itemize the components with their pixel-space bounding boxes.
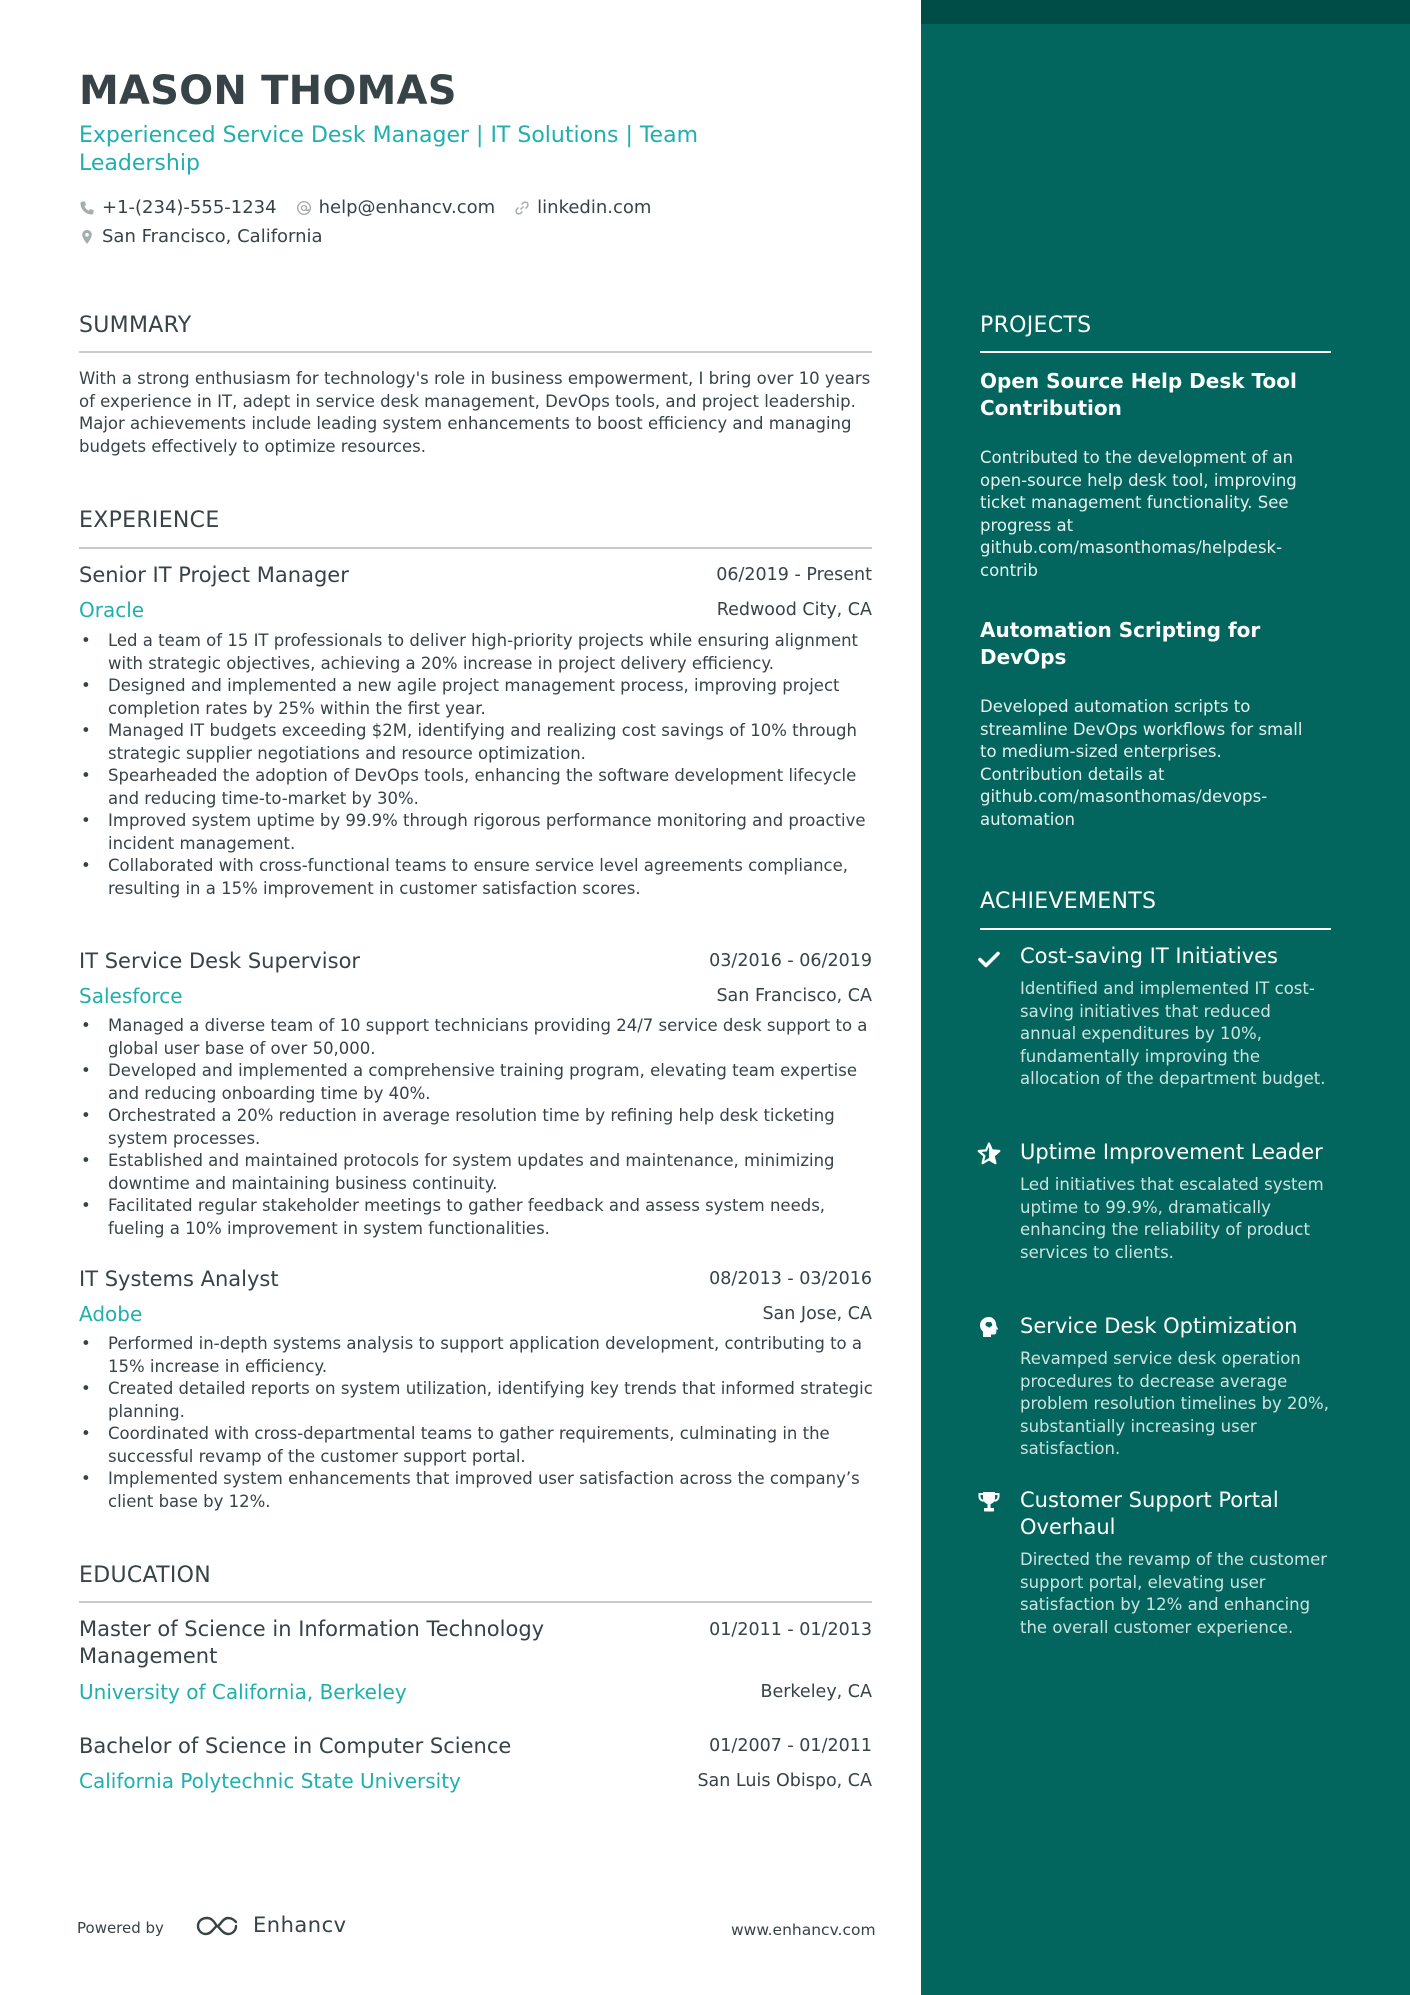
summary-text: With a strong enthusiasm for technology's role in business empowerment, I bring over 10 years of experience in IT, adept in service desk management, DevOps tools, and project leadership. Major achievements include leading system enhancements to boost efficiency and managing budgets effectively to optimize resources.: [79, 369, 871, 456]
bullet-item: • Spearheaded the adoption of DevOps tools, enhancing the software development lifecycle and reducing time-to-market by 30%.: [79, 765, 875, 810]
bullet-item: • Designed and implemented a new agile project management process, improving project completion rates by 25% within the first year.: [79, 675, 875, 720]
degree-title: Bachelor of Science in Computer Science: [79, 1734, 512, 1758]
achievement-title: Cost-saving IT Initiatives: [1020, 944, 1278, 968]
job-location: San Francisco, CA: [716, 986, 872, 1006]
job-title: IT Service Desk Supervisor: [79, 949, 361, 973]
star-icon: [976, 1141, 1002, 1167]
achievement-description: Identified and implemented IT cost-saving initiatives that reduced annual expenditures by 10%, fundamentally improving the allocation of the department budget.: [1020, 979, 1326, 1088]
location-pin-icon: [79, 229, 95, 245]
degree-dates: 01/2007 - 01/2011: [709, 1736, 872, 1756]
achievement-description: Led initiatives that escalated system uptime to 99.9%, dramatically enhancing the reliability of product services to clients.: [1020, 1175, 1324, 1262]
achievement-description: Directed the revamp of the customer support portal, elevating user satisfaction by 12% and enhancing the overall customer experience.: [1020, 1550, 1328, 1637]
achievement-title: Uptime Improvement Leader: [1020, 1140, 1323, 1164]
contact-phone: [79, 197, 277, 218]
school-location: San Luis Obispo, CA: [697, 1771, 872, 1791]
checkmark-icon: [976, 946, 1002, 972]
at-icon: [296, 200, 312, 216]
project-title: Open Source Help Desk Tool Contribution: [980, 369, 1297, 420]
trophy-icon: [976, 1489, 1002, 1515]
achievement-title: Service Desk Optimization: [1020, 1314, 1298, 1338]
bullet-item: • Improved system uptime by 99.9% through rigorous performance monitoring and proactive incident management.: [79, 810, 875, 855]
job-dates: 03/2016 - 06/2019: [709, 951, 872, 971]
bullet-item: • Orchestrated a 20% reduction in average resolution time by refining help desk ticketing system processes.: [79, 1105, 875, 1150]
bullet-item: • Established and maintained protocols for system updates and maintenance, minimizing downtime and maintaining business continuity.: [79, 1150, 875, 1195]
brain-icon: [976, 1314, 1002, 1340]
candidate-name: MASON THOMAS: [79, 68, 457, 114]
job-location: Redwood City, CA: [716, 600, 872, 620]
school-location: Berkeley, CA: [760, 1682, 872, 1702]
summary-divider: [79, 351, 872, 353]
projects-heading: PROJECTS: [980, 313, 1092, 338]
degree-title: Master of Science in Information Technology Management: [79, 1617, 545, 1668]
job-location: San Jose, CA: [762, 1304, 872, 1324]
contact-location: [79, 226, 323, 247]
project-description: Contributed to the development of an open-source help desk tool, improving ticket management functionality. See progress at github.com/masonthomas/helpdesk-contrib: [980, 448, 1297, 580]
contact-email[interactable]: [296, 197, 496, 218]
bullet-item: • Led a team of 15 IT professionals to deliver high-priority projects while ensuring alignment with strategic objectives, achieving a 20% increase in project delivery efficiency.: [79, 630, 875, 675]
bullet-item: • Created detailed reports on system utilization, identifying key trends that informed strategic planning.: [79, 1378, 875, 1423]
achievement-title: Customer Support Portal Overhaul: [1020, 1488, 1279, 1539]
contact-website[interactable]: [514, 197, 651, 218]
achievement-description: Revamped service desk operation procedures to decrease average problem resolution timelines by 20%, substantially increasing user satisfaction.: [1020, 1349, 1329, 1458]
school-name: California Polytechnic State University: [79, 1769, 461, 1793]
job-title: Senior IT Project Manager: [79, 563, 349, 587]
bullet-item: • Managed a diverse team of 10 support technicians providing 24/7 service desk support to a global user base of over 50,000.: [79, 1015, 875, 1060]
experience-heading: EXPERIENCE: [79, 508, 220, 533]
phone-icon: [79, 200, 95, 216]
job-dates: 06/2019 - Present: [716, 565, 872, 585]
bullet-item: • Coordinated with cross-departmental teams to gather requirements, culminating in the successful revamp of the customer support portal.: [79, 1423, 875, 1468]
education-divider: [79, 1601, 872, 1603]
project-description: Developed automation scripts to streamline DevOps workflows for small to medium-sized enterprises. Contribution details at github.com/masonthomas/devops-automation: [980, 697, 1303, 829]
phone-text: +1-(234)-555-1234: [102, 197, 277, 218]
headline: Experienced Service Desk Manager | IT Solutions | Team Leadership: [79, 123, 698, 176]
achievements-heading: ACHIEVEMENTS: [980, 889, 1157, 914]
website-text: linkedin.com: [537, 197, 652, 218]
powered-by-label: Powered by: [77, 1919, 164, 1937]
job-company: Adobe: [79, 1302, 143, 1326]
project-title: Automation Scripting for DevOps: [980, 618, 1261, 669]
contact-row: [79, 197, 670, 218]
bullet-item: • Developed and implemented a comprehensive training program, elevating team expertise and reducing onboarding time by 40%.: [79, 1060, 875, 1105]
bullet-item: • Implemented system enhancements that improved user satisfaction across the company’s client base by 12%.: [79, 1468, 875, 1513]
job-dates: 08/2013 - 03/2016: [709, 1269, 872, 1289]
sidebar-top-band: [921, 0, 1410, 24]
footer-url[interactable]: www.enhancv.com: [731, 1921, 876, 1939]
job-bullets: [79, 1015, 875, 1240]
bullet-item: • Performed in-depth systems analysis to support application development, contributing to a 15% increase in efficiency.: [79, 1333, 875, 1378]
sidebar: [921, 0, 1410, 1995]
achievements-divider: [980, 928, 1331, 930]
location-text: San Francisco, California: [102, 226, 323, 247]
enhancv-wordmark: Enhancv: [253, 1913, 347, 1937]
job-company: Oracle: [79, 598, 145, 622]
experience-divider: [79, 547, 872, 549]
job-bullets: [79, 1333, 875, 1513]
summary-heading: SUMMARY: [79, 313, 192, 338]
school-name: University of California, Berkeley: [79, 1680, 407, 1704]
job-company: Salesforce: [79, 984, 183, 1008]
degree-dates: 01/2011 - 01/2013: [709, 1620, 872, 1640]
enhancv-logo[interactable]: [195, 1911, 355, 1941]
bullet-item: • Facilitated regular stakeholder meetings to gather feedback and assess system needs, fueling a 10% improvement in system functionalities.: [79, 1195, 875, 1240]
job-title: IT Systems Analyst: [79, 1267, 279, 1291]
bullet-item: • Managed IT budgets exceeding $2M, identifying and realizing cost savings of 10% through strategic supplier negotiations and resource optimization.: [79, 720, 875, 765]
link-icon: [514, 200, 530, 216]
job-bullets: [79, 630, 875, 900]
projects-divider: [980, 351, 1331, 353]
education-heading: EDUCATION: [79, 1563, 212, 1588]
bullet-item: • Collaborated with cross-functional teams to ensure service level agreements compliance, resulting in a 15% improvement in customer satisfaction scores.: [79, 855, 875, 900]
enhancv-logo-icon: [195, 1911, 239, 1941]
email-text: help@enhancv.com: [318, 197, 496, 218]
